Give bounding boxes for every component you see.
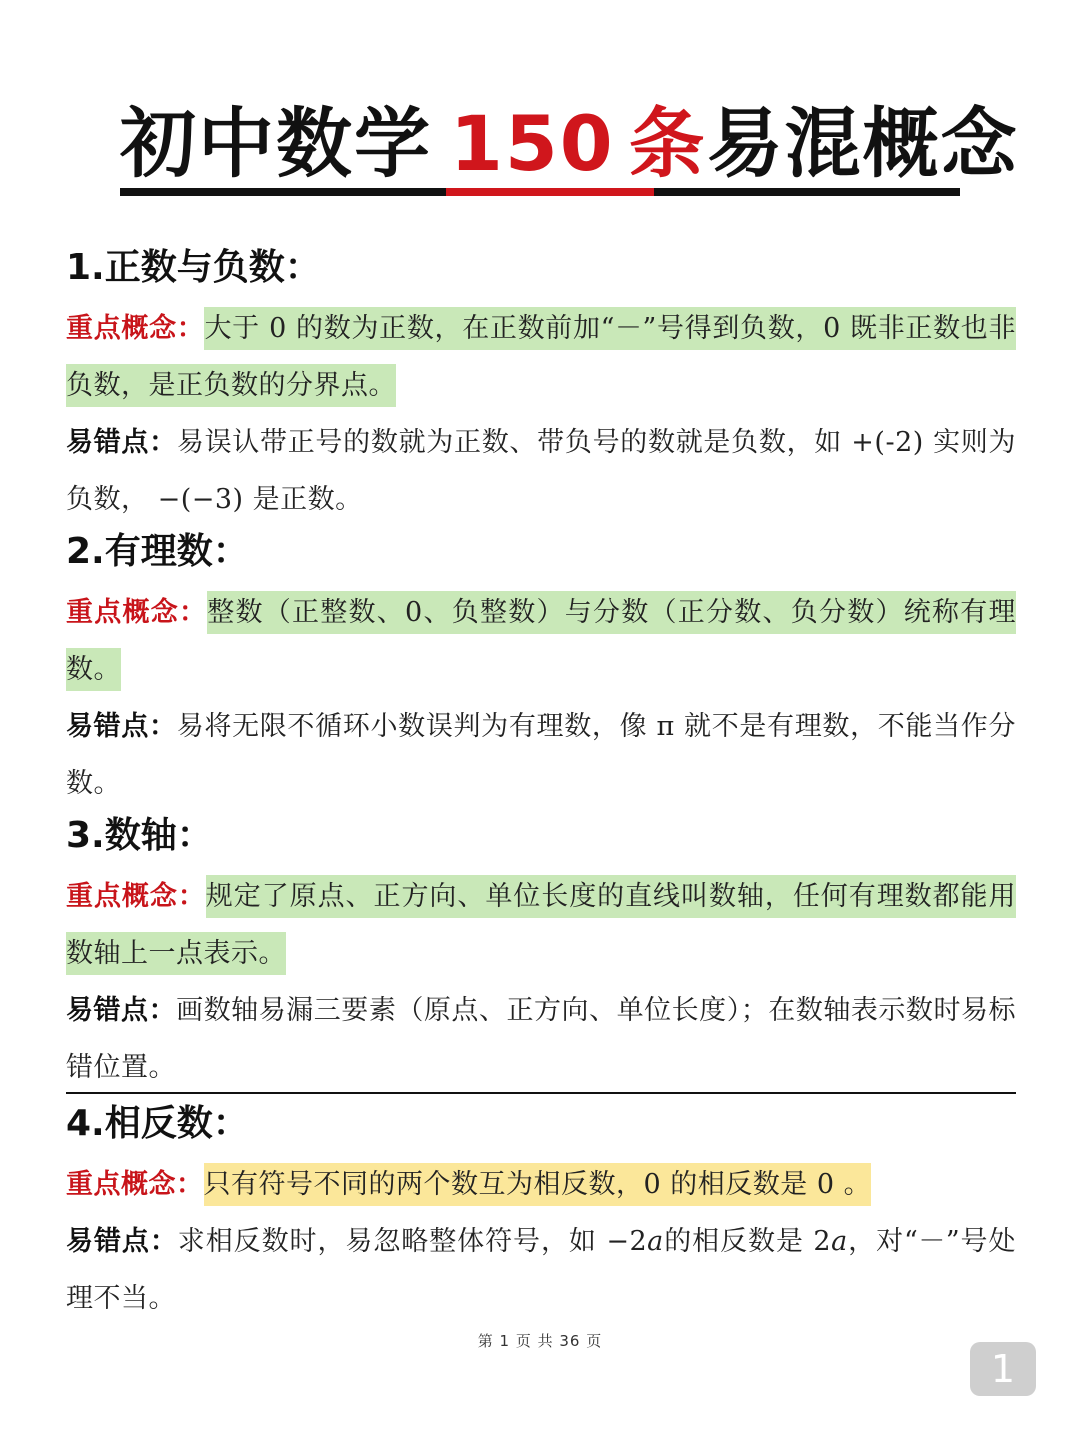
error-point-text: 易误认带正号的数就为正数、带负号的数就是负数，如 +(-2) 实则为负数， −(−3) 是正数。 (66, 427, 1017, 515)
section-heading: 4.相反数： (66, 1103, 249, 1144)
page-title (120, 99, 1019, 200)
title-part-3: 易混概念 (706, 99, 1019, 188)
key-concept-paragraph (66, 1156, 1016, 1213)
section-positive-negative (66, 246, 1016, 528)
section-heading: 2.有理数： (66, 531, 249, 572)
error-point-text: 求相反数时，易忽略整体符号，如 −2𝑎的相反数是 2𝑎，对“－”号处理不当。 (66, 1226, 1017, 1314)
section-heading: 1.正数与负数： (66, 247, 321, 288)
page-footer: 第 1 页 共 36 页 (477, 1332, 603, 1350)
title-part-1: 初中数学 (120, 99, 432, 188)
key-concept-label: 重点概念： (66, 1169, 204, 1200)
section-number-line (66, 814, 1016, 1096)
key-concept-label: 重点概念： (66, 881, 206, 912)
error-point-paragraph (66, 698, 1016, 812)
section-divider (66, 1092, 1016, 1094)
page-number-badge[interactable]: 1 (970, 1342, 1036, 1396)
key-concept-text: 整数（正整数、0、负整数）与分数（正分数、负分数）统称有理数。 (66, 591, 1016, 691)
error-point-paragraph (66, 1213, 1016, 1327)
section-rational-numbers (66, 530, 1016, 812)
key-concept-paragraph (66, 584, 1016, 698)
error-point-label: 易错点： (66, 995, 177, 1026)
key-concept-label: 重点概念： (66, 597, 208, 628)
title-number: 150 (450, 99, 615, 188)
error-point-text: 易将无限不循环小数误判为有理数，像 π 就不是有理数，不能当作分数。 (66, 711, 1016, 799)
key-concept-text: 规定了原点、正方向、单位长度的直线叫数轴，任何有理数都能用数轴上一点表示。 (66, 875, 1016, 975)
error-point-paragraph (66, 982, 1016, 1096)
key-concept-paragraph (66, 868, 1016, 982)
error-point-label: 易错点： (66, 711, 177, 742)
key-concept-label: 重点概念： (66, 313, 205, 344)
error-point-label: 易错点： (66, 1226, 178, 1257)
section-opposite-numbers (66, 1102, 1016, 1327)
error-point-label: 易错点： (66, 427, 177, 458)
key-concept-text: 只有符号不同的两个数互为相反数，0 的相反数是 0 。 (204, 1163, 872, 1206)
error-point-paragraph (66, 414, 1016, 528)
section-heading: 3.数轴： (66, 815, 213, 856)
key-concept-text: 大于 0 的数为正数，在正数前加“－”号得到负数，0 既非正数也非负数，是正负数的分界点。 (66, 307, 1016, 407)
error-point-text: 画数轴易漏三要素（原点、正方向、单位长度）；在数轴表示数时易标错位置。 (66, 995, 1017, 1083)
title-underline-accent (446, 188, 654, 196)
key-concept-paragraph (66, 300, 1016, 414)
title-part-2: 条 (628, 99, 707, 188)
